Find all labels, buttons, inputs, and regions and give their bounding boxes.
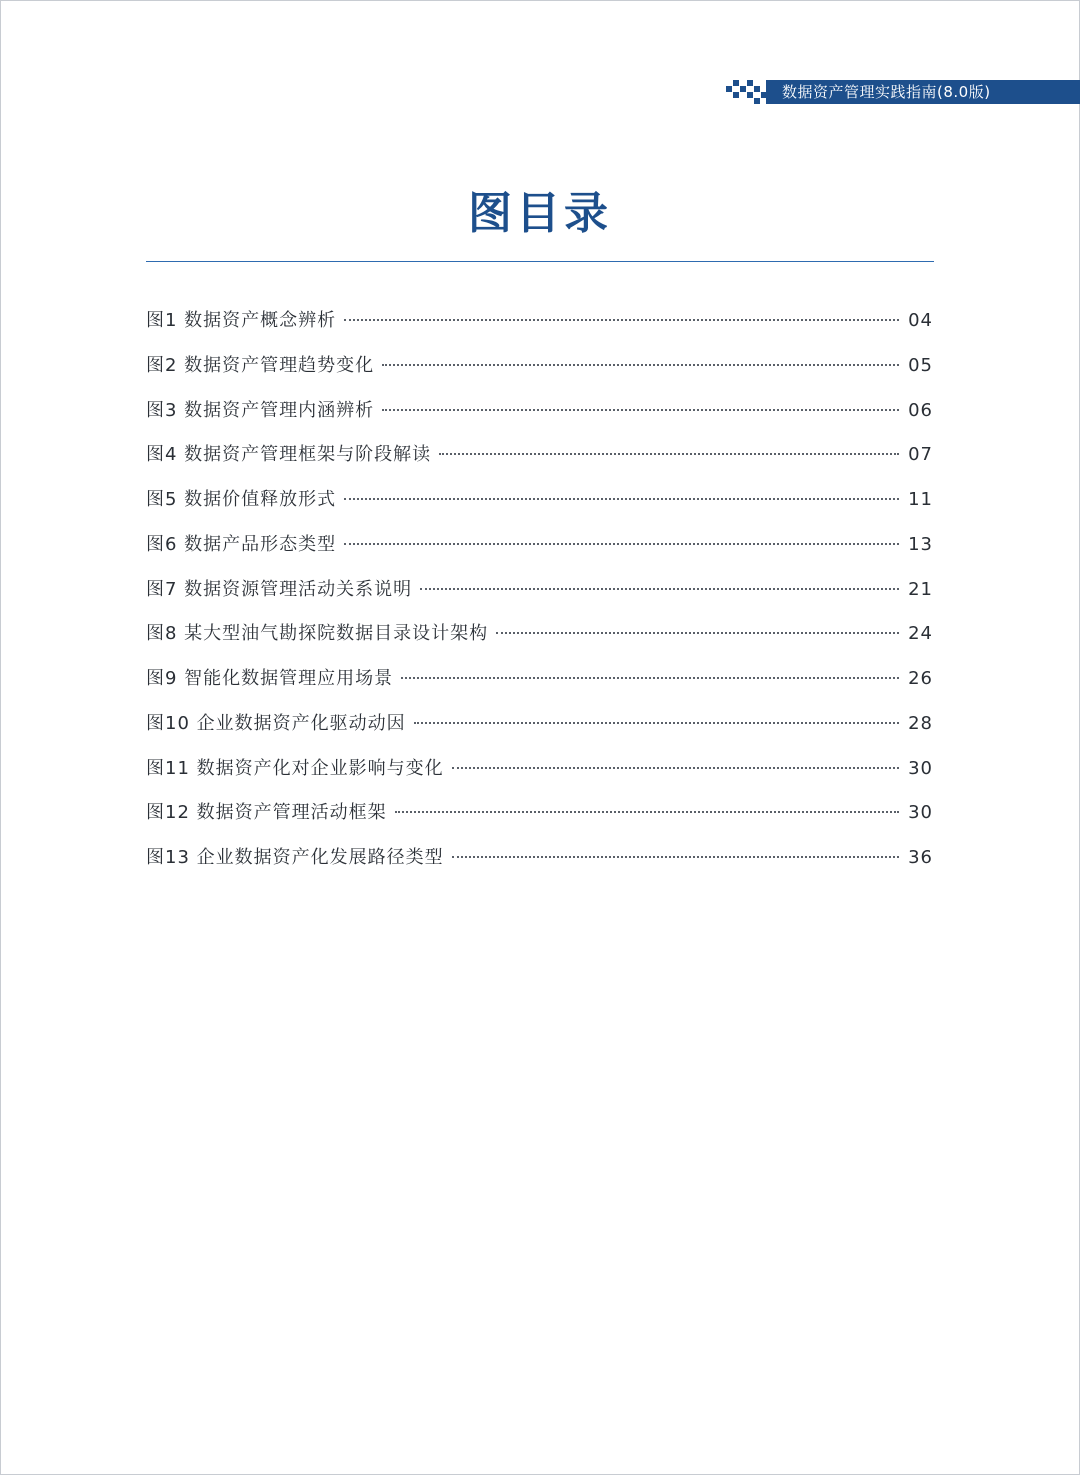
- toc-item-label: 图10 企业数据资产化驱动动因: [146, 712, 406, 734]
- toc-list: [146, 307, 933, 889]
- title-divider: [146, 261, 934, 262]
- toc-dot-leader: [344, 498, 899, 500]
- toc-dot-leader: [401, 677, 899, 679]
- toc-item-page-number: 11: [908, 489, 933, 510]
- toc-item[interactable]: [146, 486, 933, 531]
- toc-item-page-number: 13: [908, 533, 933, 555]
- toc-dot-leader: [382, 364, 899, 366]
- page-title: 图目录: [468, 188, 612, 239]
- header-banner: [726, 80, 1080, 104]
- toc-dot-leader: [395, 811, 899, 813]
- toc-item[interactable]: [146, 799, 933, 844]
- toc-item-label: 图9 智能化数据管理应用场景: [146, 668, 394, 689]
- toc-item-label: 图12 数据资产管理活动框架: [146, 802, 387, 824]
- toc-item[interactable]: [146, 755, 933, 800]
- toc-item-page-number: 07: [908, 444, 933, 466]
- toc-item-label: 图4 数据资产管理框架与阶段解读: [146, 444, 432, 466]
- toc-item[interactable]: [146, 307, 933, 352]
- toc-item-label: 图3 数据资产管理内涵辨析: [146, 399, 375, 421]
- toc-dot-leader: [420, 588, 899, 590]
- toc-item-page-number: 21: [908, 578, 933, 600]
- toc-item-label: 图5 数据价值释放形式: [146, 489, 337, 510]
- toc-item-page-number: 30: [908, 802, 933, 824]
- toc-dot-leader: [344, 543, 899, 545]
- toc-item[interactable]: [146, 665, 933, 710]
- toc-dot-leader: [414, 722, 899, 724]
- pixel-logo-icon: [726, 80, 770, 104]
- toc-item[interactable]: [146, 531, 933, 576]
- toc-dot-leader: [344, 319, 899, 321]
- toc-dot-leader: [452, 856, 899, 858]
- toc-item-page-number: 28: [908, 712, 933, 734]
- toc-item-page-number: 05: [908, 354, 933, 376]
- toc-item-label: 图2 数据资产管理趋势变化: [146, 354, 375, 376]
- toc-item[interactable]: [146, 441, 933, 486]
- toc-item-label: 图13 企业数据资产化发展路径类型: [146, 847, 444, 868]
- toc-item-page-number: 06: [908, 399, 933, 421]
- toc-item-label: 图11 数据资产化对企业影响与变化: [146, 757, 444, 779]
- toc-item[interactable]: [146, 352, 933, 397]
- toc-item-label: 图1 数据资产概念辨析: [146, 310, 337, 331]
- toc-dot-leader: [382, 409, 899, 411]
- toc-dot-leader: [496, 632, 899, 634]
- toc-item-label: 图7 数据资源管理活动关系说明: [146, 578, 413, 600]
- toc-item-label: 图8 某大型油气勘探院数据目录设计架构: [146, 623, 489, 645]
- toc-item-page-number: 24: [908, 623, 933, 645]
- toc-dot-leader: [439, 453, 899, 455]
- toc-item[interactable]: [146, 620, 933, 665]
- toc-item-page-number: 36: [908, 847, 933, 868]
- toc-item[interactable]: [146, 844, 933, 889]
- toc-item[interactable]: [146, 710, 933, 755]
- toc-item-page-number: 26: [908, 668, 933, 689]
- toc-item-page-number: 04: [908, 310, 933, 331]
- toc-item[interactable]: [146, 576, 933, 621]
- header-document-title: 数据资产管理实践指南(8.0版): [782, 83, 991, 101]
- toc-dot-leader: [452, 767, 899, 769]
- toc-item-label: 图6 数据产品形态类型: [146, 533, 337, 555]
- toc-item[interactable]: [146, 397, 933, 442]
- toc-item-page-number: 30: [908, 757, 933, 779]
